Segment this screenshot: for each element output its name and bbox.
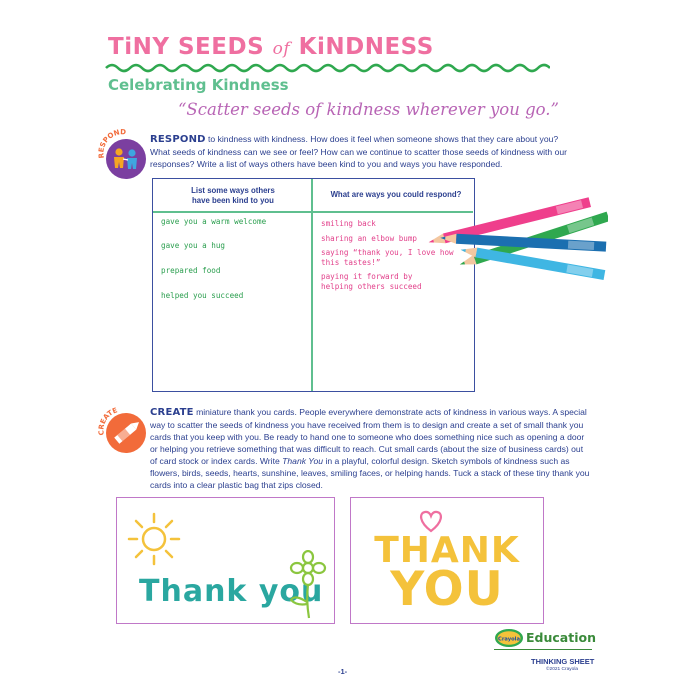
education-label: Education xyxy=(526,630,596,645)
sun-icon xyxy=(125,510,183,568)
thank-you-card-block xyxy=(350,497,544,624)
respond-lead: RESPOND xyxy=(150,134,206,145)
thank-text: THANK xyxy=(374,530,520,571)
table-left-item: prepared food xyxy=(161,266,221,275)
page-subtitle: Celebrating Kindness xyxy=(108,76,289,94)
table-right-item: paying it forward by helping others succeed xyxy=(321,272,422,291)
table-right-item: smiling back xyxy=(321,219,376,228)
copyright-text: ©2021 Crayola xyxy=(546,667,579,672)
table-right-item: sharing an elbow bump xyxy=(321,234,418,243)
create-paragraph: CREATE miniature thank you cards. People everywhere demonstrate acts of kindness in various ways. A special way to scatter the seeds of kindness you have received from them is to design and create a set of small thank you cards that you keep with you. Be ready to hand one to someone who does something nice such as opening a door or helping you retrieve something that was difficult to reach. Cut small cards (about the size of business cards) out of card stock or index cards. Write Thank You in a playful, colorful design. Sketch symbols of kindness such as flowers, birds, seeds, hearts, sunshine, leaves, smiling faces, or helping hands. Tuck a stack of these tiny thank you cards into a clear plastic bag that zips closed. xyxy=(150,407,590,490)
page-number: -1- xyxy=(338,667,348,676)
quote: “Scatter seeds of kindness wherever you go.” xyxy=(178,100,559,119)
create-badge-icon xyxy=(96,403,150,457)
respond-text: to kindness with kindness. How does it feel when someone shows that they care about you? What seeds of kindness can we see or feel? How can we continue to scatter those seeds of kindness with our responses? Write a list of ways others have been kind to you and ways you have responded. xyxy=(150,134,568,169)
create-badge-label: CREATE xyxy=(97,406,119,436)
respond-paragraph xyxy=(150,133,580,170)
crayola-logo-text: Crayola xyxy=(498,636,520,643)
table-header-right: What are ways you could respond? xyxy=(330,190,462,199)
flower-icon xyxy=(285,550,331,620)
respond-badge-label: RESPOND xyxy=(97,128,127,159)
table-left-item: gave you a hug xyxy=(161,241,226,250)
thinking-sheet-label: THINKING SHEET xyxy=(531,657,595,666)
table-left-item: helped you succeed xyxy=(161,291,244,300)
thank-you-script-text: Thank you xyxy=(139,574,324,609)
thank-you-card-script xyxy=(116,497,335,624)
wave-divider xyxy=(104,62,550,74)
footer-rule xyxy=(494,649,592,650)
table-right-item: saying “thank you, I love how this tastes!” xyxy=(321,248,454,267)
colored-pencils-icon xyxy=(418,190,608,290)
respond-badge-icon xyxy=(96,128,150,182)
table-left-item: gave you a warm welcome xyxy=(161,217,267,226)
crayola-logo xyxy=(494,628,524,648)
create-lead: CREATE xyxy=(150,407,194,418)
table-header-left: List some ways others have been kind to you xyxy=(191,186,275,205)
page-title: TiNY SEEDS of KiNDNESS xyxy=(108,34,434,60)
you-text: YOU xyxy=(390,562,504,617)
